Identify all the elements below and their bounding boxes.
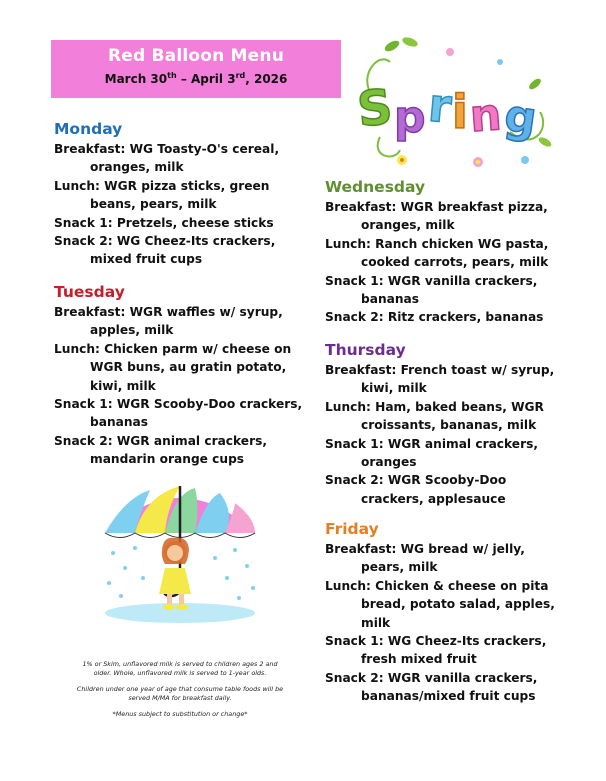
menu-line: Snack 2: Ritz crackers, bananas xyxy=(325,310,544,325)
day-monday xyxy=(54,120,304,269)
menu-line: Breakfast: WG Toasty-O's cereal, oranges, milk xyxy=(54,142,280,175)
day-tuesday xyxy=(54,283,304,469)
day-title-thursday: Thursday xyxy=(325,341,406,359)
note-infants: Children under one year of age that consume table foods will be served M/MA for breakfast daily. xyxy=(76,685,284,702)
menu-line: Snack 2: WGR Scooby-Doo crackers, applesauce xyxy=(325,473,507,506)
menu-dates: March 30th – April 3rd, 2026 xyxy=(104,71,288,86)
day-wednesday xyxy=(325,178,570,327)
svg-text:r: r xyxy=(426,77,454,134)
day-friday xyxy=(325,520,570,706)
day-thursday xyxy=(325,341,570,508)
menu-title: Red Balloon Menu xyxy=(107,46,285,66)
menu-line: Snack 1: WG Cheez-Its crackers, fresh mixed fruit xyxy=(325,634,547,667)
svg-text:g: g xyxy=(501,90,540,146)
menu-line: Lunch: Chicken & cheese on pita bread, potato salad, apples, milk xyxy=(325,578,555,630)
menu-line: Snack 1: WGR vanilla crackers, bananas xyxy=(325,273,538,307)
svg-text:i: i xyxy=(452,85,468,139)
day-title-wednesday: Wednesday xyxy=(325,178,426,196)
umbrella-girl-illustration xyxy=(95,478,265,628)
menu-title-banner xyxy=(51,40,341,98)
menu-line: Snack 1: WGR animal crackers, oranges xyxy=(325,436,538,470)
day-title-tuesday: Tuesday xyxy=(54,283,125,301)
menu-line: Lunch: Ranch chicken WG pasta, cooked carrots, pears, milk xyxy=(325,236,549,270)
menu-line: Lunch: Chicken parm w/ cheese on WGR buns, au gratin potato, kiwi, milk xyxy=(54,341,292,393)
menu-line: Breakfast: WGR breakfast pizza, oranges, milk xyxy=(325,200,548,233)
menu-line: Breakfast: French toast w/ syrup, kiwi, milk xyxy=(325,363,555,396)
svg-text:p: p xyxy=(394,92,426,143)
menu-line: Breakfast: WG bread w/ jelly, pears, milk xyxy=(325,542,525,575)
day-title-friday: Friday xyxy=(325,520,379,538)
day-title-monday: Monday xyxy=(54,120,123,138)
note-milk: 1% or Skim, unflavored milk is served to children ages 2 and older. Whole, unflavored milk is served to 1-year olds. xyxy=(82,660,278,677)
menu-line: Snack 2: WG Cheez-Its crackers, mixed fruit cups xyxy=(54,234,276,267)
menu-line: Lunch: WGR pizza sticks, green beans, pears, milk xyxy=(54,178,270,212)
menu-line: Snack 2: WGR animal crackers, mandarin orange cups xyxy=(54,433,267,467)
menu-notes xyxy=(75,660,285,726)
spring-illustration xyxy=(350,32,560,172)
note-substitution: *Menus subject to substitution or change* xyxy=(112,710,248,718)
svg-text:n: n xyxy=(468,89,503,143)
svg-text:S: S xyxy=(354,78,396,139)
menu-line: Breakfast: WGR waffles w/ syrup, apples, milk xyxy=(54,305,283,338)
menu-line: Snack 1: WGR Scooby-Doo crackers, bananas xyxy=(54,397,303,430)
menu-line: Snack 2: WGR vanilla crackers, bananas/mixed fruit cups xyxy=(325,670,538,704)
menu-line: Lunch: Ham, baked beans, WGR croissants, bananas, milk xyxy=(325,399,544,433)
menu-line: Snack 1: Pretzels, cheese sticks xyxy=(54,215,274,230)
